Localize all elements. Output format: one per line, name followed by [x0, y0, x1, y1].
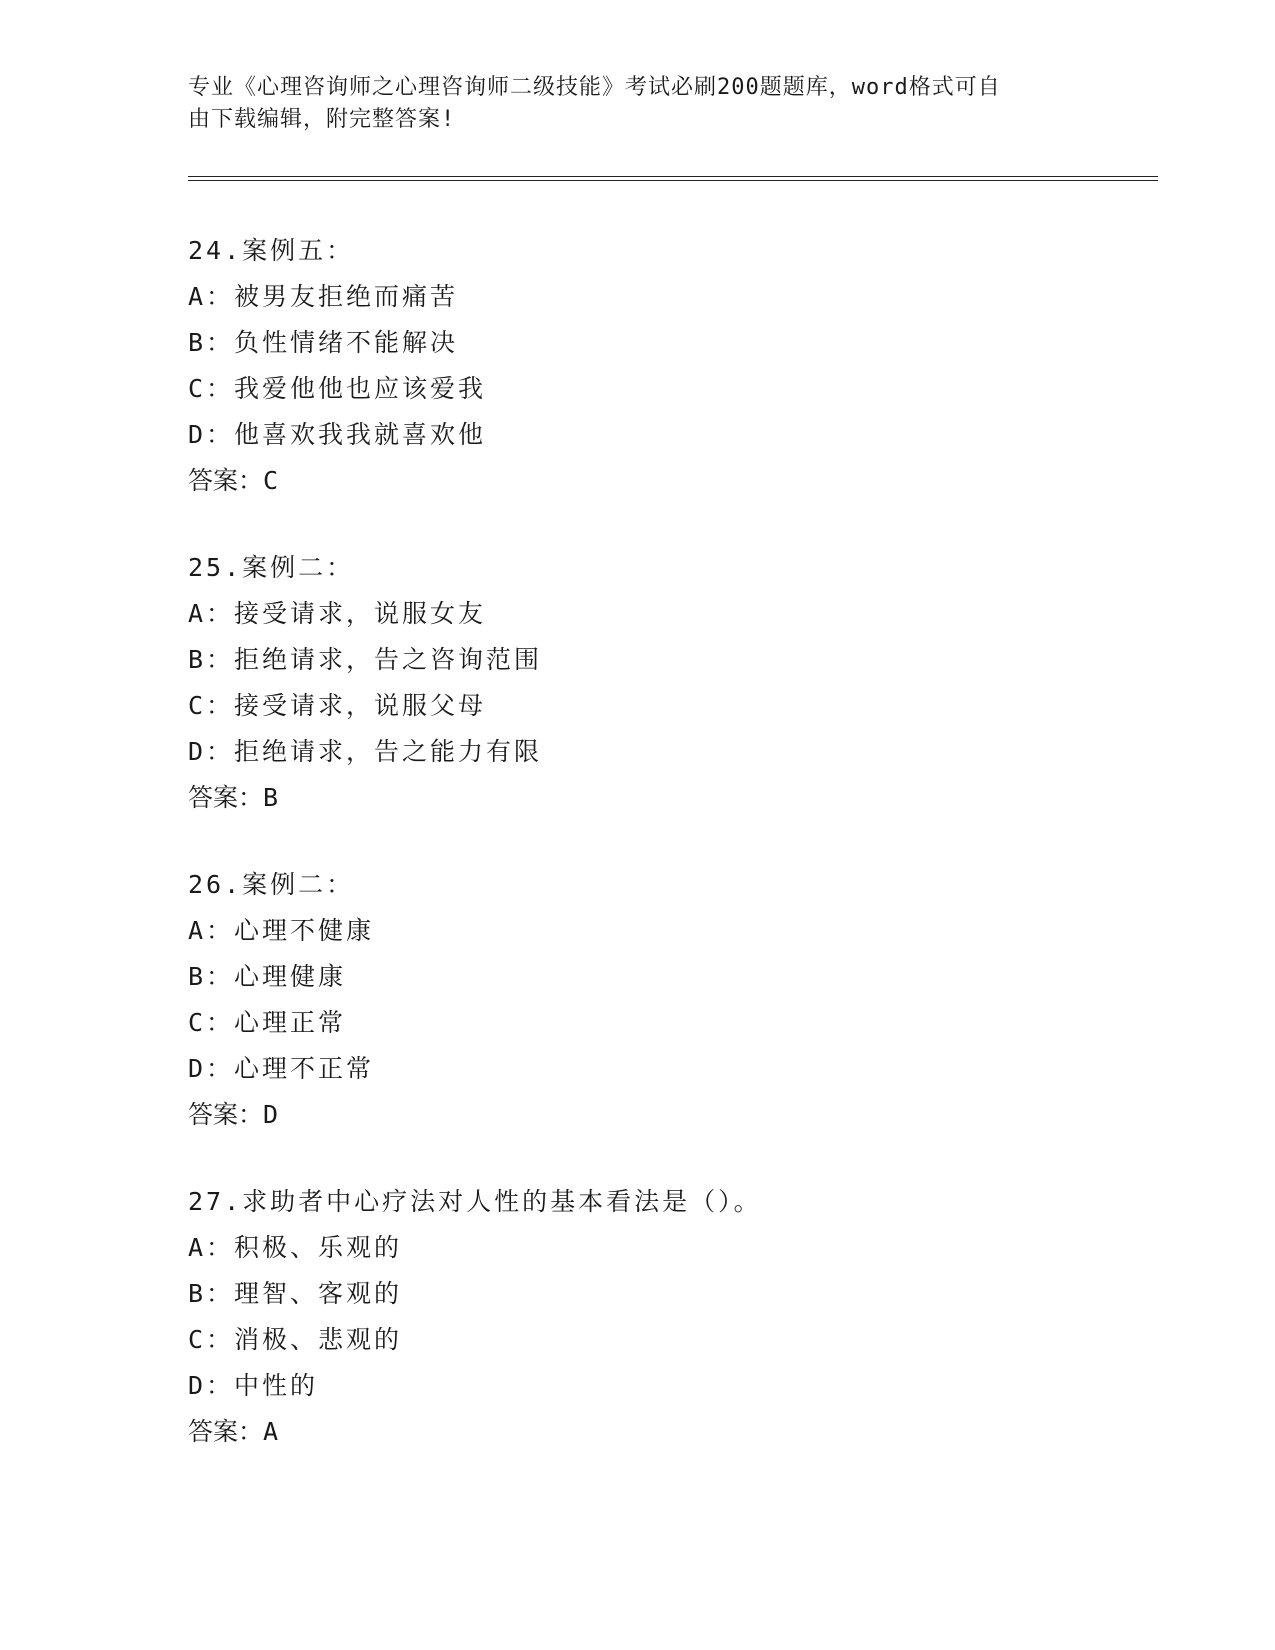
question-27 [188, 1179, 1088, 1455]
answer-line [188, 458, 1088, 504]
option-b: B：心理健康 [188, 962, 347, 991]
option-c: C：接受请求，说服父母 [188, 691, 487, 720]
option-c: C：消极、悲观的 [188, 1325, 403, 1354]
header-line-2: 由下载编辑，附完整答案! [188, 107, 456, 132]
question-25 [188, 545, 1088, 821]
answer-key: A [263, 1417, 279, 1446]
header-line-1: 专业《心理咨询师之心理咨询师二级技能》考试必刷200题题库，word格式可自 [188, 75, 1001, 100]
answer-key: D [263, 1100, 279, 1129]
answer-key: C [263, 466, 279, 495]
question-stem: 25.案例二： [188, 553, 355, 582]
answer-label: 答案： [188, 1417, 264, 1446]
answer-label: 答案： [188, 1100, 264, 1129]
question-stem: 27.求助者中心疗法对人性的基本看法是（）。 [188, 1187, 762, 1216]
option-b: B：负性情绪不能解决 [188, 328, 459, 357]
option-a: A：心理不健康 [188, 916, 375, 945]
option-d: D：心理不正常 [188, 1054, 375, 1083]
option-b: B：理智、客观的 [188, 1279, 403, 1308]
option-a: A：接受请求，说服女友 [188, 599, 487, 628]
option-b: B：拒绝请求，告之咨询范围 [188, 645, 543, 674]
option-a: A：被男友拒绝而痛苦 [188, 282, 459, 311]
question-24 [188, 228, 1088, 504]
document-header [188, 72, 1088, 136]
answer-label: 答案： [188, 466, 264, 495]
option-d: D：拒绝请求，告之能力有限 [188, 737, 543, 766]
option-c: C：我爱他他也应该爱我 [188, 374, 487, 403]
answer-line [188, 1409, 1088, 1455]
option-d: D：中性的 [188, 1371, 319, 1400]
question-stem: 24.案例五： [188, 236, 355, 265]
option-a: A：积极、乐观的 [188, 1233, 403, 1262]
answer-key: B [263, 783, 279, 812]
answer-line [188, 775, 1088, 821]
option-d: D：他喜欢我我就喜欢他 [188, 420, 487, 449]
answer-label: 答案： [188, 783, 264, 812]
option-c: C：心理正常 [188, 1008, 347, 1037]
header-divider [188, 176, 1158, 181]
question-26 [188, 862, 1088, 1138]
answer-line [188, 1092, 1088, 1138]
question-stem: 26.案例二： [188, 870, 355, 899]
